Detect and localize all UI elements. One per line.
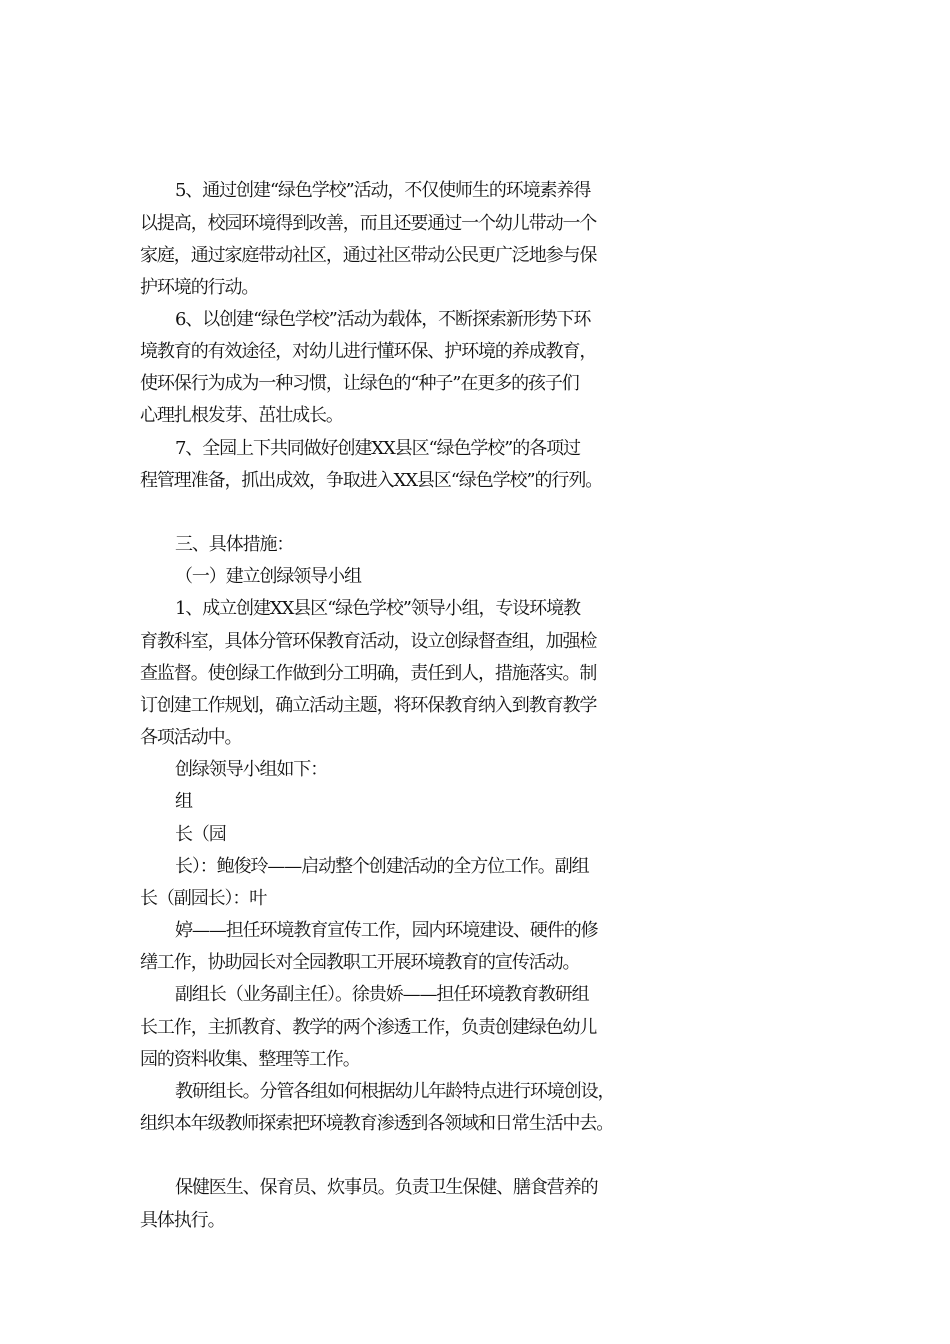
text-line: 长工作，主抓教育、教学的两个渗透工作，负责创建绿色幼儿 bbox=[140, 1017, 597, 1038]
text-line: 7、全园上下共同做好创建XX县区“绿色学校”的各项过 bbox=[175, 438, 580, 459]
text-line: 6、以创建“绿色学校”活动为载体，不断探索新形势下环 bbox=[175, 309, 591, 330]
text-line: 心理扎根发芽、茁壮成长。 bbox=[140, 405, 343, 426]
text-line: 组 bbox=[175, 791, 192, 812]
text-line: 5、通过创建“绿色学校”活动，不仅使师生的环境素养得 bbox=[175, 180, 591, 201]
text-line: 境教育的有效途径，对幼儿进行懂环保、护环境的养成教育， bbox=[140, 341, 597, 362]
text-line: 长）：鲍俊玲——启动整个创建活动的全方位工作。副组 bbox=[175, 856, 589, 877]
text-line: 教研组长。分管各组如何根据幼儿年龄特点进行环境创设， bbox=[175, 1081, 615, 1102]
text-line: 使环保行为成为一种习惯，让绿色的“种子”在更多的孩子们 bbox=[140, 373, 579, 394]
section-heading: 三、具体措施： bbox=[175, 534, 294, 555]
text-line: 各项活动中。 bbox=[140, 727, 242, 748]
text-line: 1、成立创建XX县区“绿色学校”领导小组，专设环境教 bbox=[175, 598, 580, 619]
text-line: 婷——担任环境教育宣传工作，园内环境建设、硬件的修 bbox=[175, 920, 598, 941]
text-line: 保健医生、保育员、炊事员。负责卫生保健、膳食营养的 bbox=[175, 1177, 598, 1198]
text-line: 育教科室，具体分管环保教育活动，设立创绿督查组，加强检 bbox=[140, 631, 597, 652]
text-line: 园的资料收集、整理等工作。 bbox=[140, 1049, 360, 1070]
text-line: 程管理准备，抓出成效，争取进入XX县区“绿色学校”的行列。 bbox=[140, 470, 603, 491]
text-line: 组织本年级教师探索把环境教育渗透到各领域和日常生活中去。 bbox=[140, 1113, 614, 1134]
text-line: 创绿领导小组如下： bbox=[175, 759, 328, 780]
text-line: 查监督。使创绿工作做到分工明确，责任到人，措施落实。制 bbox=[140, 663, 597, 684]
text-line: 副组长（业务副主任）。徐贵娇——担任环境教育教研组 bbox=[175, 984, 589, 1005]
text-line: 以提高，校园环境得到改善，而且还要通过一个幼儿带动一个 bbox=[140, 213, 597, 234]
text-line: 家庭，通过家庭带动社区，通过社区带动公民更广泛地参与保 bbox=[140, 245, 597, 266]
subsection-heading: （一）建立创绿领导小组 bbox=[175, 566, 361, 587]
text-line: 具体执行。 bbox=[140, 1210, 225, 1231]
text-line: 缮工作，协助园长对全园教职工开展环境教育的宣传活动。 bbox=[140, 952, 580, 973]
text-line: 订创建工作规划，确立活动主题，将环保教育纳入到教育教学 bbox=[140, 695, 597, 716]
text-line: 长（园 bbox=[175, 824, 226, 845]
text-line: 护环境的行动。 bbox=[140, 277, 259, 298]
text-line: 长（副园长）：叶 bbox=[140, 888, 267, 909]
